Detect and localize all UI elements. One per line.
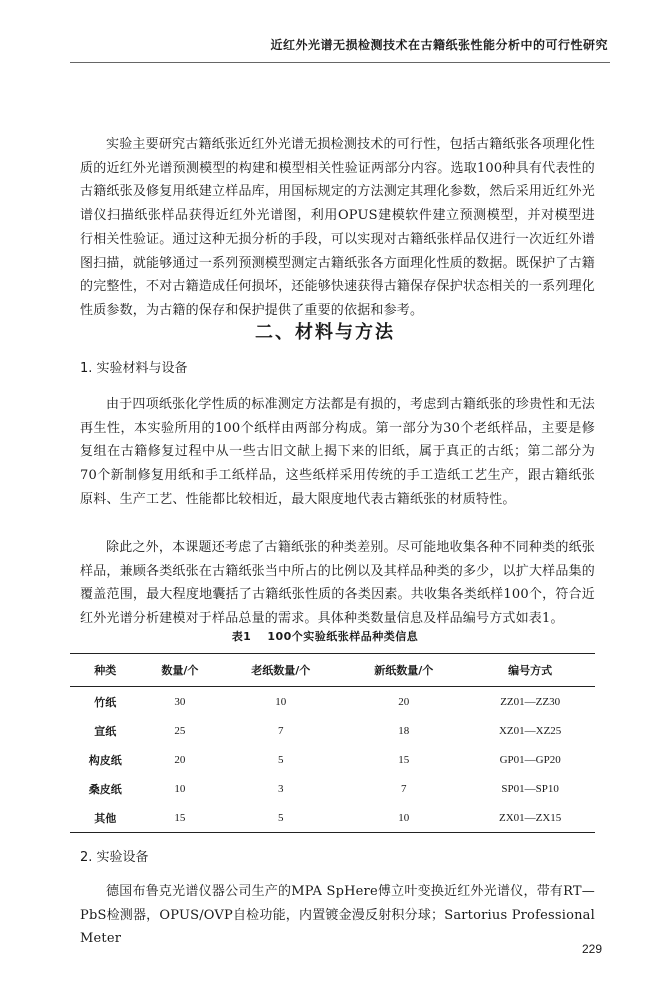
cell-type: 竹纸 [94, 695, 117, 709]
cell-numbering: GP01—GP20 [499, 753, 561, 766]
cell-numbering: SP01—SP10 [501, 782, 559, 795]
cell-new-count: 7 [401, 782, 407, 795]
table-row [70, 774, 595, 803]
cell-new-count: 10 [398, 811, 410, 824]
equipment-paragraph: 德国布鲁克光谱仪器公司生产的MPA SpHere傅立叶变换近红外光谱仪，带有RT—PbS检测器，OPUS/OVP自检功能，内置镀金漫反射积分球；Sartorius Professional Meter [80, 884, 595, 947]
cell-type: 宣纸 [94, 724, 117, 738]
cell-count: 30 [174, 695, 186, 708]
header-divider [70, 62, 610, 63]
column-header-old-count: 老纸数量/个 [251, 664, 311, 677]
cell-new-count: 20 [398, 695, 410, 708]
cell-numbering: ZZ01—ZZ30 [500, 695, 561, 708]
table-caption [0, 628, 650, 644]
table-row [70, 716, 595, 745]
cell-count: 15 [174, 811, 186, 824]
page-number: 229 [581, 942, 602, 956]
table-header-row [70, 654, 595, 687]
cell-old-count: 7 [277, 724, 284, 737]
cell-count: 25 [174, 724, 186, 737]
cell-old-count: 3 [277, 782, 284, 795]
table-caption-text: 100个实验纸张样品种类信息 [267, 630, 419, 643]
subsection-heading-equipment: 2. 实验设备 [80, 850, 149, 865]
cell-old-count: 5 [277, 811, 284, 824]
table-row [70, 803, 595, 833]
cell-type: 桑皮纸 [88, 782, 122, 796]
column-header-numbering: 编号方式 [508, 664, 553, 677]
cell-count: 10 [174, 782, 186, 795]
cell-type: 其他 [94, 811, 117, 825]
cell-old-count: 5 [277, 753, 284, 766]
intro-paragraph: 实验主要研究古籍纸张近红外光谱无损检测技术的可行性，包括古籍纸张各项理化性质的近红外光谱预测模型的构建和模型相关性验证两部分内容。选取100种具有代表性的古籍纸张及修复用纸建立样品库，用国标规定的方法测定其理化参数，然后采用近红外光谱仪扫描纸张样品获得近红外光谱图，利用OPUS建模软件建立预测模型，并对模型进行相关性验证。通过这种无损分析的手段，可以实现对古籍纸张样品仅进行一次近红外谱图扫描，就能够通过一系列预测模型测定古籍纸张各方面理化性质的数据。既保护了古籍的完整性，不对古籍造成任何损坏，还能够快速获得古籍保存保护状态相关的一系列理化性质参数，为古籍的保存和保护提供了重要的依据和参考。 [80, 137, 595, 318]
cell-type: 构皮纸 [88, 753, 122, 767]
cell-new-count: 18 [398, 724, 410, 737]
sample-types-paragraph: 除此之外，本课题还考虑了古籍纸张的种类差别。尽可能地收集各种不同种类的纸张样品，兼顾各类纸张在古籍纸张当中所占的比例以及其样品种类的多少，以扩大样品集的覆盖范围，最大程度地囊括了古籍纸张性质的各类因素。共收集各类纸样100个，符合近红外光谱分析建模对于样品总量的需求。具体种类数量信息及样品编号方式如表1。 [80, 540, 595, 627]
sample-types-table [70, 653, 595, 833]
cell-count: 20 [174, 753, 186, 766]
table-row [70, 687, 595, 717]
cell-numbering: XZ01—XZ25 [498, 724, 562, 737]
section-title: 二、材料与方法 [255, 322, 395, 343]
materials-paragraph: 由于四项纸张化学性质的标准测定方法都是有损的，考虑到古籍纸张的珍贵性和无法再生性，本实验所用的100个纸样由两部分构成。第一部分为30个老纸样品，主要是修复组在古籍修复过程中从一些古旧文献上揭下来的旧纸，属于真正的古纸；第二部分为70个新制修复用纸和手工纸样品，这些纸样采用传统的手工造纸工艺生产，跟古籍纸张原料、生产工艺、性能都比较相近，最大限度地代表古籍纸张的材质特性。 [80, 397, 595, 507]
column-header-count: 数量/个 [161, 664, 199, 677]
cell-numbering: ZX01—ZX15 [498, 811, 562, 824]
running-header: 近红外光谱无损检测技术在古籍纸张性能分析中的可行性研究 [270, 38, 608, 52]
column-header-new-count: 新纸数量/个 [374, 664, 434, 677]
subsection-heading-materials: 1. 实验材料与设备 [80, 361, 188, 376]
column-header-type: 种类 [94, 664, 117, 677]
table-number: 表1 [231, 630, 252, 643]
cell-old-count: 10 [275, 695, 287, 708]
table-row [70, 745, 595, 774]
cell-new-count: 15 [398, 753, 410, 766]
